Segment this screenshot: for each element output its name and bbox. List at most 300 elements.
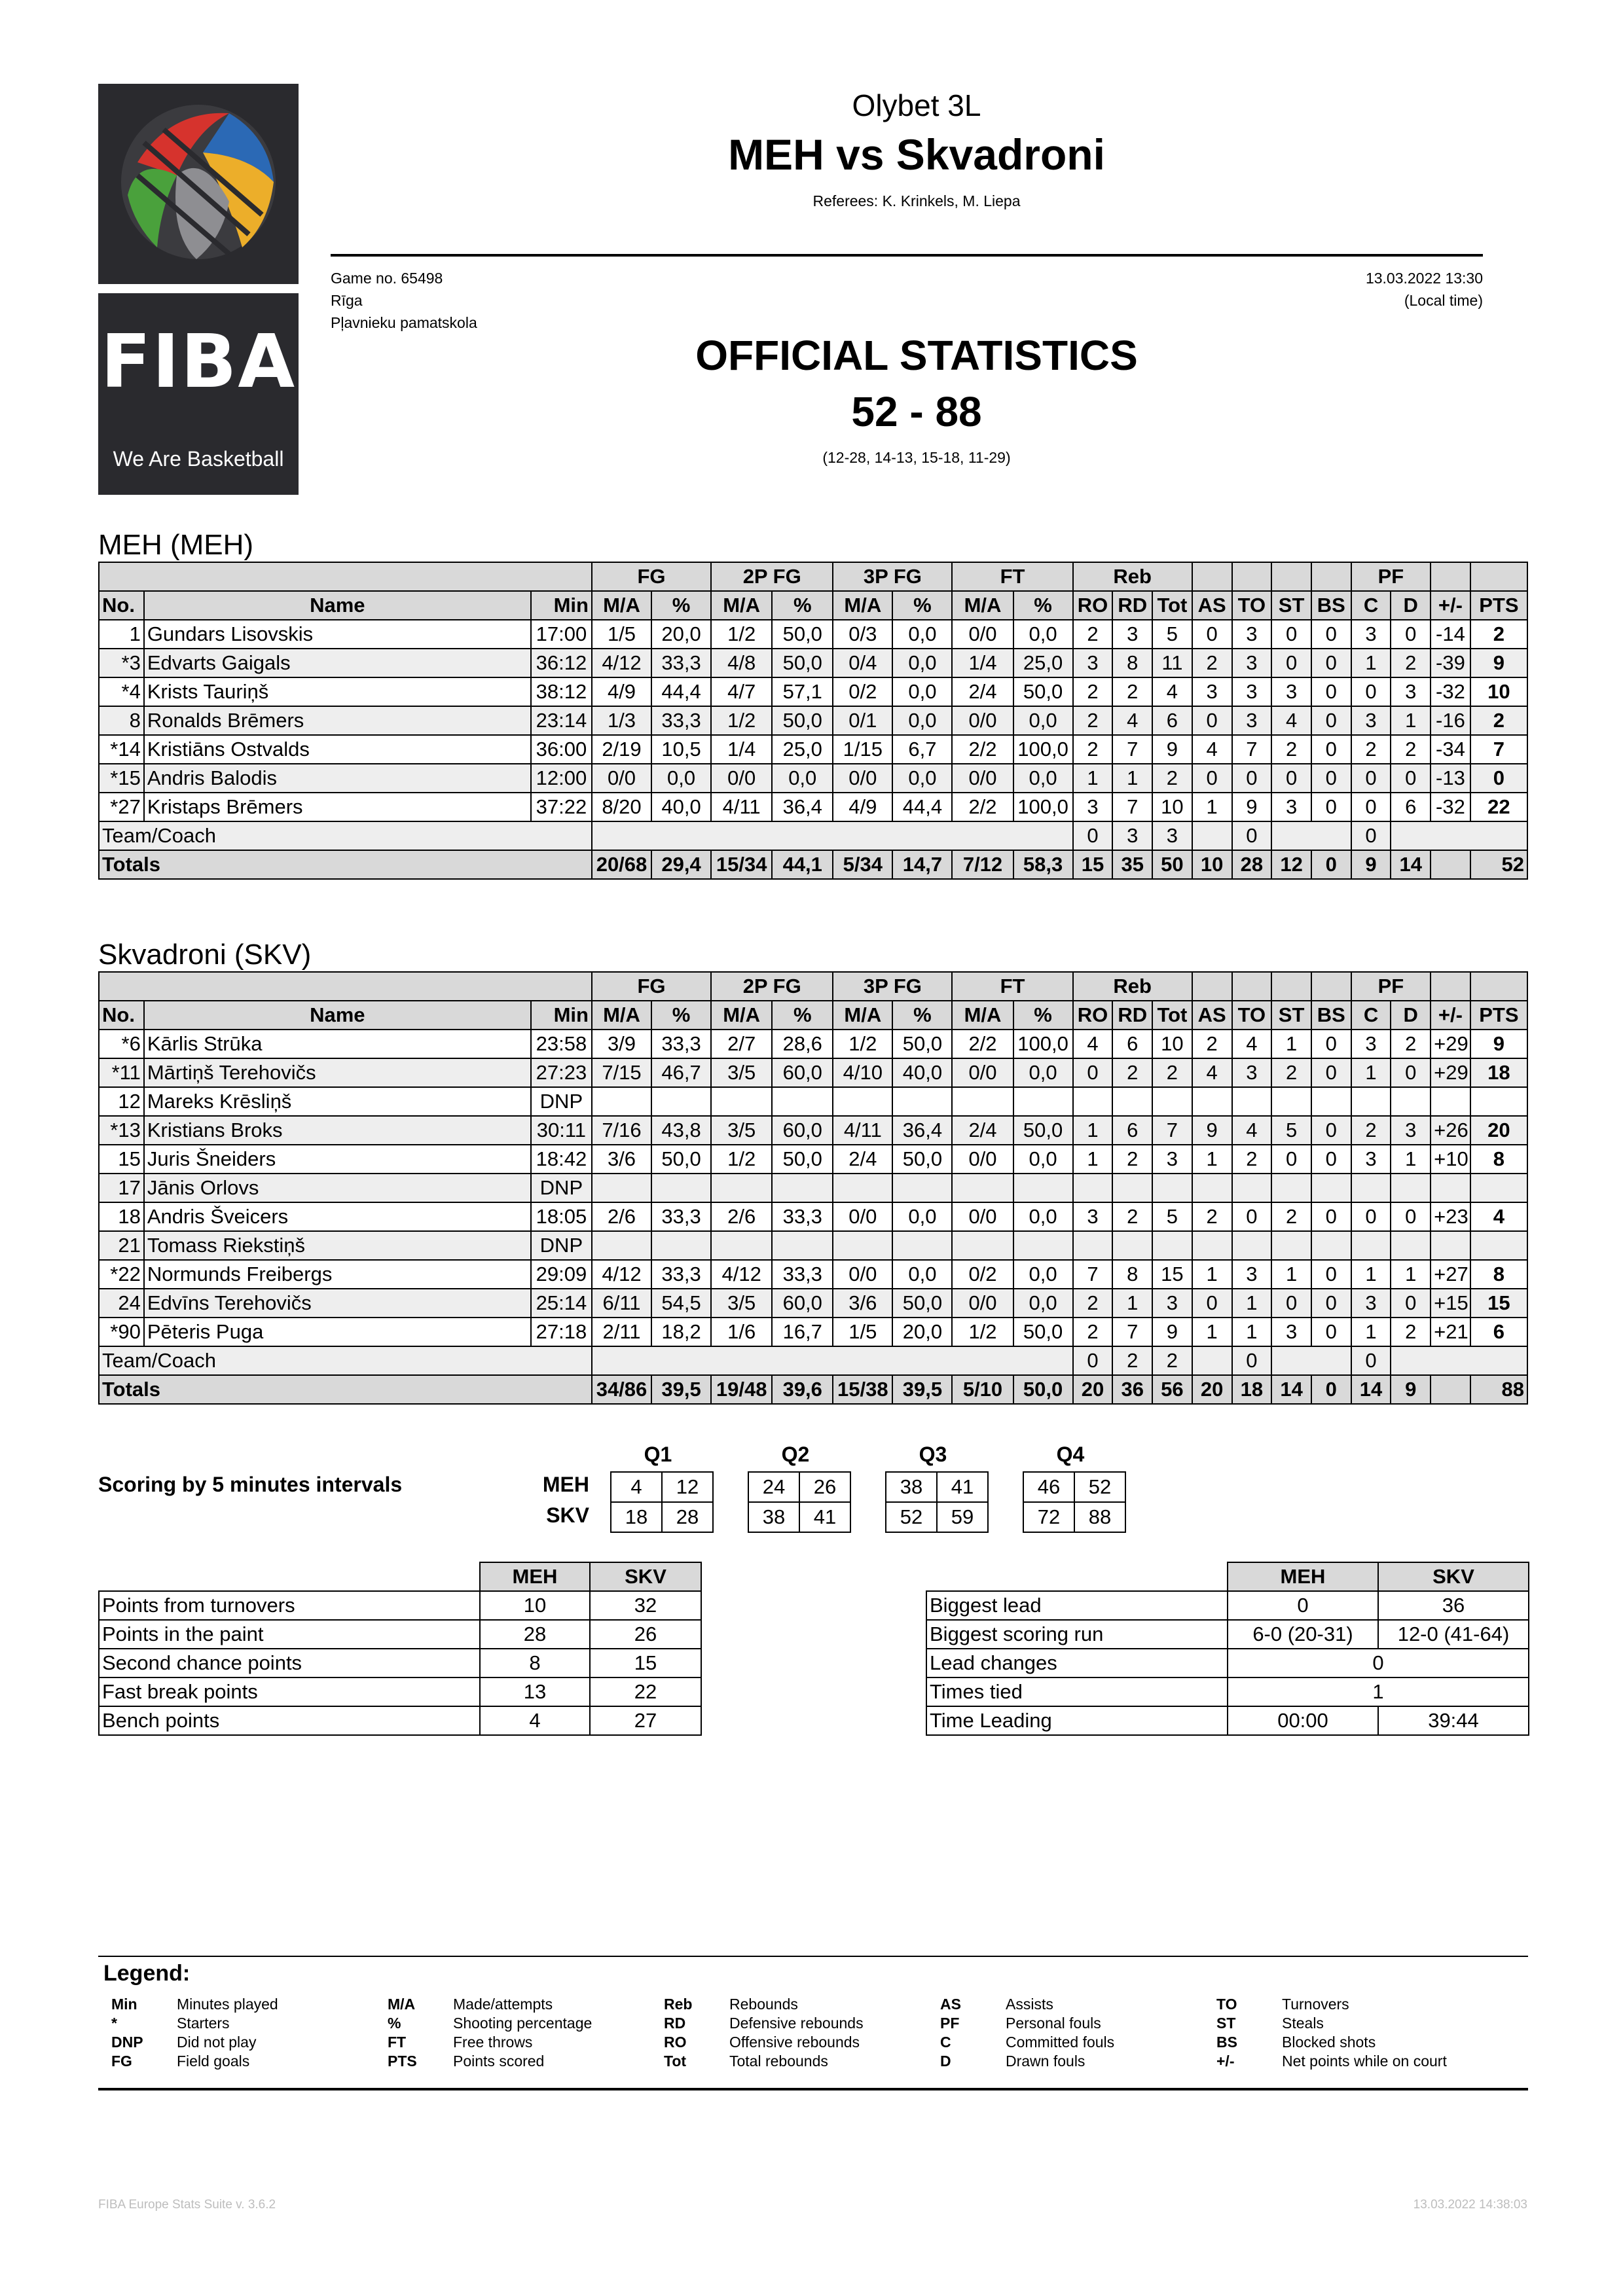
player-stat: 7: [1073, 1260, 1113, 1289]
player-stat: 12:00: [531, 764, 592, 793]
totals-value: [1431, 1375, 1470, 1404]
header-pts: PTS: [1470, 591, 1527, 620]
player-stat: 4/9: [592, 677, 651, 706]
player-stat: 1: [1192, 1318, 1232, 1346]
player-stat: [1112, 1174, 1152, 1202]
player-stat: 50,0: [772, 706, 833, 735]
player-stat: 43,8: [651, 1116, 711, 1145]
lead-table: [926, 1562, 1529, 1736]
player-stat: 2/6: [592, 1202, 651, 1231]
player-stat: 15: [1470, 1289, 1527, 1318]
player-stat: 2: [1391, 735, 1431, 764]
quarter-score: 72: [1023, 1502, 1074, 1532]
player-stat: 100,0: [1013, 793, 1073, 821]
player-stat: 27:23: [531, 1058, 592, 1087]
totals-value: 44,1: [772, 850, 833, 879]
player-row: [99, 1202, 1527, 1231]
header-pts: PTS: [1470, 1001, 1527, 1030]
player-stat: 0/2: [833, 677, 892, 706]
totals-value: 39,5: [651, 1375, 711, 1404]
player-stat: 0: [1311, 1030, 1351, 1058]
player-stat: 0/0: [592, 764, 651, 793]
player-row: [99, 649, 1527, 677]
player-stat: [1192, 1087, 1232, 1116]
player-name: Kristians Broks: [144, 1116, 531, 1145]
player-stat: 4/11: [711, 793, 772, 821]
quarter-row-skv: [611, 1502, 713, 1532]
totals-value: [1431, 850, 1470, 879]
header-group-reb: Reb: [1073, 972, 1192, 1001]
player-stat: 3: [1351, 620, 1391, 649]
player-stat: 3: [1152, 1145, 1192, 1174]
player-number: *11: [99, 1058, 144, 1087]
player-stat: 33,3: [772, 1202, 833, 1231]
player-stat: 2: [1152, 764, 1192, 793]
player-stat: +27: [1431, 1260, 1470, 1289]
player-stat: 1: [1192, 1260, 1232, 1289]
player-stat: +10: [1431, 1145, 1470, 1174]
quarter-row-meh: [748, 1472, 850, 1502]
quarter-row-meh: [611, 1472, 713, 1502]
points-table-corner: [99, 1562, 480, 1591]
player-stat: 9: [1470, 649, 1527, 677]
player-number: 12: [99, 1087, 144, 1116]
player-stat: 3: [1232, 706, 1272, 735]
player-stat: 40,0: [892, 1058, 952, 1087]
player-stat: 2: [1351, 1116, 1391, 1145]
quarter-score: 41: [799, 1502, 850, 1532]
quarter-box-q4: [1023, 1471, 1126, 1533]
lead-row: [926, 1677, 1529, 1706]
player-stat: 38:12: [531, 677, 592, 706]
header-group-ft: FT: [952, 562, 1072, 591]
player-stat: 0/1: [833, 706, 892, 735]
points-row-label: Bench points: [99, 1706, 480, 1735]
player-stat: 2: [1073, 1289, 1113, 1318]
points-row-meh: 28: [480, 1620, 590, 1649]
player-stat: 4: [1192, 735, 1232, 764]
player-row: [99, 620, 1527, 649]
points-row: [99, 1649, 701, 1677]
player-stat: 6: [1152, 706, 1192, 735]
player-stat: [952, 1174, 1013, 1202]
player-number: 18: [99, 1202, 144, 1231]
header-group-reb: Reb: [1073, 562, 1192, 591]
player-stat: 2: [1112, 1145, 1152, 1174]
team-coach-row: [99, 821, 1527, 850]
legend-entry: [1216, 2052, 1447, 2071]
totals-value: 5/10: [952, 1375, 1013, 1404]
player-stat: 36,4: [892, 1116, 952, 1145]
player-stat: 60,0: [772, 1058, 833, 1087]
player-stat: 0: [1311, 706, 1351, 735]
player-stat: 0: [1311, 793, 1351, 821]
totals-value: 29,4: [651, 850, 711, 879]
player-stat: 33,3: [651, 1030, 711, 1058]
player-stat: 1: [1271, 1030, 1311, 1058]
player-stat: 4: [1232, 1116, 1272, 1145]
player-stat: 6: [1391, 793, 1431, 821]
player-stat: 0: [1192, 620, 1232, 649]
header-pct: %: [1013, 591, 1073, 620]
player-stat: 0: [1470, 764, 1527, 793]
quarter-row-skv: [1023, 1502, 1125, 1532]
player-stat: 0: [1311, 677, 1351, 706]
player-stat: 0: [1271, 620, 1311, 649]
header-tot: Tot: [1152, 1001, 1192, 1030]
player-stat: 3: [1152, 1289, 1192, 1318]
player-name: Mārtiņš Terehovičs: [144, 1058, 531, 1087]
lead-row: [926, 1649, 1529, 1677]
header-ma: M/A: [833, 591, 892, 620]
player-stat: [651, 1231, 711, 1260]
lead-header-meh: MEH: [1228, 1562, 1378, 1591]
totals-value: 7/12: [952, 850, 1013, 879]
player-stat: 0: [1311, 1145, 1351, 1174]
team-coach-empty: [1271, 821, 1351, 850]
lead-row-skv: 39:44: [1378, 1706, 1529, 1735]
footer-timestamp: 13.03.2022 14:38:03: [1413, 2198, 1527, 2212]
player-stat: 8: [1470, 1145, 1527, 1174]
totals-value: 9: [1391, 1375, 1431, 1404]
player-number: *4: [99, 677, 144, 706]
header-blank-pm: [1431, 562, 1470, 591]
player-row: [99, 1058, 1527, 1087]
header-c: C: [1351, 591, 1391, 620]
quarter-row-meh: [1023, 1472, 1125, 1502]
legend-entry: [664, 2033, 864, 2052]
player-stat: 2: [1271, 1058, 1311, 1087]
player-stat: [1431, 1087, 1470, 1116]
totals-value: 14: [1271, 1375, 1311, 1404]
header-as: AS: [1192, 1001, 1232, 1030]
player-stat: 2: [1152, 1058, 1192, 1087]
fiba-ball-logo: [98, 84, 299, 284]
league-name: Olybet 3L: [852, 88, 981, 122]
player-stat: 3: [1192, 677, 1232, 706]
header-rd: RD: [1112, 591, 1152, 620]
player-stat: 0,0: [892, 764, 952, 793]
player-stat: [1073, 1231, 1113, 1260]
header-blank-to: [1232, 562, 1272, 591]
quarter-score: 52: [886, 1502, 937, 1532]
player-number: 15: [99, 1145, 144, 1174]
player-stat: [1192, 1231, 1232, 1260]
player-stat: 3: [1351, 706, 1391, 735]
player-stat: 3/9: [592, 1030, 651, 1058]
player-stat: [1073, 1087, 1113, 1116]
player-stat: 7: [1112, 1318, 1152, 1346]
player-stat: 1: [1112, 1289, 1152, 1318]
legend-entry: [388, 2033, 592, 2052]
player-stat: 0/4: [833, 649, 892, 677]
totals-value: 12: [1271, 850, 1311, 879]
player-stat: 2/4: [952, 677, 1013, 706]
referees-line: Referees: K. Krinkels, M. Liepa: [812, 192, 1021, 209]
player-stat: 0,0: [892, 1202, 952, 1231]
player-stat: [1311, 1174, 1351, 1202]
player-stat: 0: [1391, 1289, 1431, 1318]
lead-row-label: Lead changes: [926, 1649, 1228, 1677]
game-datetime: 13.03.2022 13:30: [1365, 270, 1483, 287]
legend-entry: [664, 1995, 864, 2014]
player-stat: 7: [1112, 735, 1152, 764]
legend-entry: [940, 2014, 1114, 2033]
player-stat: 4: [1271, 706, 1311, 735]
legend-entry: [388, 2014, 592, 2033]
player-stat: 3: [1351, 1289, 1391, 1318]
totals-value: 18: [1232, 1375, 1272, 1404]
legend-desc: Did not play: [177, 2034, 257, 2051]
totals-value: 39,6: [772, 1375, 833, 1404]
totals-value: 0: [1311, 850, 1351, 879]
player-stat: 2: [1391, 1318, 1431, 1346]
player-stat: 2: [1073, 620, 1113, 649]
player-stat: 1: [1391, 706, 1431, 735]
header-group-fg: FG: [592, 972, 711, 1001]
player-stat: [1152, 1174, 1192, 1202]
totals-row: [99, 850, 1527, 879]
player-stat: 1/2: [952, 1318, 1013, 1346]
legend-abbr: PTS: [388, 2053, 417, 2070]
player-stat: 15: [1152, 1260, 1192, 1289]
player-row: [99, 706, 1527, 735]
player-stat: 3: [1232, 677, 1272, 706]
team-coach-empty: [1271, 1346, 1351, 1375]
player-stat: [592, 1087, 651, 1116]
legend-column: [1216, 1995, 1447, 2071]
player-stat: 6: [1112, 1030, 1152, 1058]
player-stat: 37:22: [531, 793, 592, 821]
player-stat: [651, 1087, 711, 1116]
points-row-skv: 26: [590, 1620, 701, 1649]
lead-row-skv: 12-0 (41-64): [1378, 1620, 1529, 1649]
legend-desc: Turnovers: [1282, 1996, 1349, 2013]
totals-value: 19/48: [711, 1375, 772, 1404]
points-row: [99, 1706, 701, 1735]
player-stat: [1351, 1231, 1391, 1260]
header-row-groups: [99, 972, 1527, 1001]
quarter-score: 88: [1074, 1502, 1125, 1532]
player-stat: 50,0: [1013, 677, 1073, 706]
legend-abbr: BS: [1216, 2034, 1237, 2051]
player-stat: +29: [1431, 1030, 1470, 1058]
header-name: Name: [144, 1001, 531, 1030]
player-stat: [1351, 1087, 1391, 1116]
player-name: Tomass Riekstiņš: [144, 1231, 531, 1260]
player-stat: 6/11: [592, 1289, 651, 1318]
player-name: Gundars Lisovskis: [144, 620, 531, 649]
player-stat: 0: [1311, 1260, 1351, 1289]
player-stat: 25:14: [531, 1289, 592, 1318]
quarter-row-skv: [748, 1502, 850, 1532]
player-stat: +15: [1431, 1289, 1470, 1318]
player-stat: 1/2: [833, 1030, 892, 1058]
player-stat: 0/0: [952, 1058, 1013, 1087]
legend-entry: [111, 2014, 278, 2033]
player-stat: 3: [1232, 620, 1272, 649]
header-pct: %: [651, 591, 711, 620]
player-stat: [1112, 1087, 1152, 1116]
player-stat: 7/15: [592, 1058, 651, 1087]
player-stat: 11: [1152, 649, 1192, 677]
legend-abbr: *: [111, 2015, 117, 2032]
player-stat: [833, 1231, 892, 1260]
box-score-meh: [98, 562, 1528, 880]
legend-divider-top: [98, 1956, 1528, 1957]
player-name: Andris Balodis: [144, 764, 531, 793]
team-heading-meh: MEH (MEH): [98, 529, 254, 561]
player-stat: 1: [1073, 1145, 1113, 1174]
lead-row-meh: 0: [1228, 1591, 1378, 1620]
player-stat: [1152, 1231, 1192, 1260]
quarter-score: 24: [748, 1472, 799, 1502]
legend-abbr: RO: [664, 2034, 687, 2051]
player-stat: 2: [1391, 1030, 1431, 1058]
legend-column: [388, 1995, 592, 2071]
player-stat: 2/19: [592, 735, 651, 764]
player-stat: 33,3: [651, 1260, 711, 1289]
player-stat: 0: [1271, 764, 1311, 793]
player-stat: [1152, 1087, 1192, 1116]
player-stat: 0/0: [952, 706, 1013, 735]
player-stat: 0: [1351, 793, 1391, 821]
player-stat: 1/6: [711, 1318, 772, 1346]
player-stat: 3/5: [711, 1289, 772, 1318]
player-stat: 2: [1073, 677, 1113, 706]
player-stat: 3: [1271, 1318, 1311, 1346]
player-stat: 3: [1232, 1260, 1272, 1289]
header-blank-as: [1192, 562, 1232, 591]
quarter-score: 26: [799, 1472, 850, 1502]
header-pct: %: [892, 591, 952, 620]
player-stat: 7: [1470, 735, 1527, 764]
player-stat: 4: [1470, 1202, 1527, 1231]
player-stat: 50,0: [1013, 1116, 1073, 1145]
points-row-skv: 22: [590, 1677, 701, 1706]
totals-value: 0: [1311, 1375, 1351, 1404]
player-stat: +21: [1431, 1318, 1470, 1346]
player-stat: [592, 1174, 651, 1202]
player-stat: [772, 1174, 833, 1202]
quarter-score: 18: [611, 1502, 662, 1532]
player-stat: 7: [1112, 793, 1152, 821]
header-pct: %: [772, 591, 833, 620]
quarter-score: 4: [611, 1472, 662, 1502]
player-stat: 33,3: [651, 706, 711, 735]
totals-value: 50: [1152, 850, 1192, 879]
totals-value: 14,7: [892, 850, 952, 879]
player-stat: 0: [1271, 649, 1311, 677]
player-stat: 27:18: [531, 1318, 592, 1346]
player-stat: 50,0: [892, 1145, 952, 1174]
points-header-meh: MEH: [480, 1562, 590, 1591]
player-stat: 1: [1391, 1145, 1431, 1174]
player-stat: 54,5: [651, 1289, 711, 1318]
player-stat: 0: [1271, 1145, 1311, 1174]
player-stat: 2/4: [833, 1145, 892, 1174]
player-stat: 2: [1192, 1030, 1232, 1058]
legend-abbr: TO: [1216, 1996, 1237, 2013]
header-rd: RD: [1112, 1001, 1152, 1030]
player-stat: 4: [1232, 1030, 1272, 1058]
player-stat: 0: [1391, 1202, 1431, 1231]
player-stat: 20: [1470, 1116, 1527, 1145]
player-row: [99, 1289, 1527, 1318]
player-stat: 0,0: [892, 1260, 952, 1289]
player-stat: 0,0: [892, 620, 952, 649]
player-stat: 25,0: [772, 735, 833, 764]
player-stat: 50,0: [772, 1145, 833, 1174]
header-blank-as: [1192, 972, 1232, 1001]
legend-entry: [1216, 2033, 1447, 2052]
player-stat: 44,4: [651, 677, 711, 706]
header-to: TO: [1232, 591, 1272, 620]
player-stat: 36:12: [531, 649, 592, 677]
header-ma: M/A: [711, 1001, 772, 1030]
final-score: 52 - 88: [851, 388, 982, 435]
player-row: [99, 1174, 1527, 1202]
player-stat: [833, 1087, 892, 1116]
player-row: [99, 1318, 1527, 1346]
player-number: *22: [99, 1260, 144, 1289]
player-stat: 2: [1232, 1145, 1272, 1174]
player-stat: [651, 1174, 711, 1202]
player-name: Mareks Krēsliņš: [144, 1087, 531, 1116]
player-stat: 0,0: [1013, 1145, 1073, 1174]
player-stat: [1271, 1087, 1311, 1116]
header-pm: +/-: [1431, 591, 1470, 620]
player-stat: 5: [1152, 620, 1192, 649]
header-st: ST: [1271, 591, 1311, 620]
points-table: [98, 1562, 702, 1736]
points-row-skv: 32: [590, 1591, 701, 1620]
player-stat: 0,0: [1013, 764, 1073, 793]
player-name: Pēteris Puga: [144, 1318, 531, 1346]
player-row: [99, 735, 1527, 764]
player-stat: 1: [1351, 1260, 1391, 1289]
lead-row-label: Time Leading: [926, 1706, 1228, 1735]
team-coach-empty: [592, 821, 1073, 850]
player-stat: 0: [1311, 764, 1351, 793]
player-stat: [1391, 1174, 1431, 1202]
legend-entry: [388, 2052, 592, 2071]
legend-desc: Points scored: [453, 2053, 545, 2070]
player-stat: 0: [1311, 1116, 1351, 1145]
player-stat: 3: [1391, 1116, 1431, 1145]
player-stat: [1391, 1087, 1431, 1116]
team-coach-as: [1192, 1346, 1232, 1375]
legend-abbr: %: [388, 2015, 401, 2032]
legend-abbr: D: [940, 2053, 951, 2070]
header-blank-pts: [1470, 972, 1527, 1001]
player-stat: 0: [1232, 764, 1272, 793]
team-coach-ro: 0: [1073, 821, 1113, 850]
header-ma: M/A: [952, 591, 1013, 620]
team-coach-to: 0: [1232, 821, 1272, 850]
player-stat: [592, 1231, 651, 1260]
header-group-p3: 3P FG: [833, 562, 952, 591]
player-stat: 57,1: [772, 677, 833, 706]
player-stat: [952, 1231, 1013, 1260]
player-stat: [892, 1174, 952, 1202]
player-stat: 2: [1351, 735, 1391, 764]
player-stat: 3: [1351, 1145, 1391, 1174]
player-stat: 2: [1470, 706, 1527, 735]
player-stat: 2: [1391, 649, 1431, 677]
quarter-score: 38: [748, 1502, 799, 1532]
player-stat: 1: [1351, 1318, 1391, 1346]
